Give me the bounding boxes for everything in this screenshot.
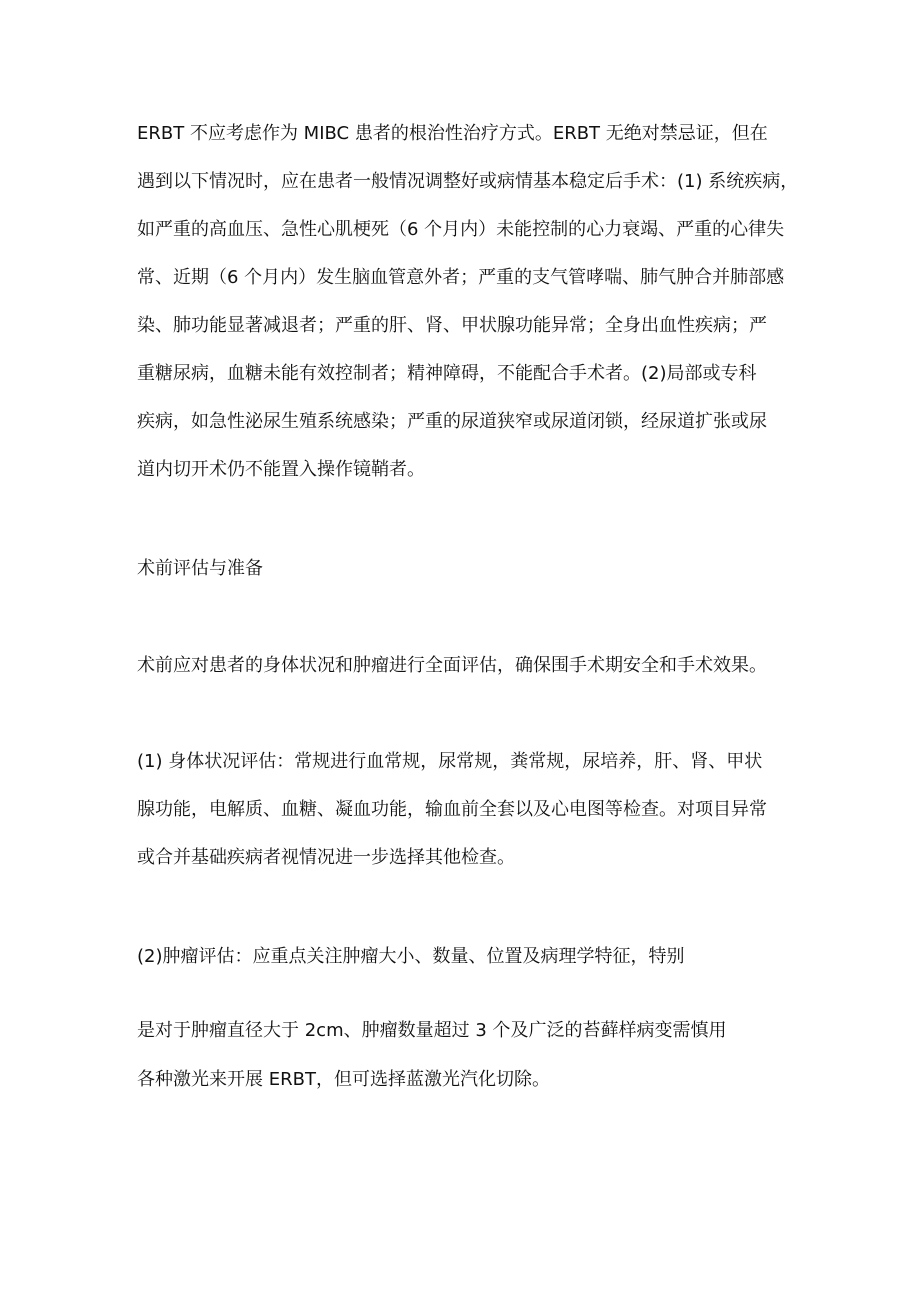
text-line: 疾病，如急性泌尿生殖系统感染；严重的尿道狭窄或尿道闭锁，经尿道扩张或尿 (137, 411, 767, 432)
text-line: 或合并基础疾病者视情况进一步选择其他检查。 (137, 847, 515, 868)
text-line: 如严重的高血压、急性心肌梗死（6 个月内）未能控制的心力衰竭、严重的心律失 (137, 219, 785, 240)
paragraph-overview: 术前应对患者的身体状况和肿瘤进行全面评估，确保围手术期安全和手术效果。 (137, 655, 767, 676)
paragraph-laser: 各种激光来开展 ERBT，但可选择蓝激光汽化切除。 (137, 1069, 550, 1090)
text-line: 常、近期（6 个月内）发生脑血管意外者；严重的支气管哮喘、肺气肿合并肺部感 (137, 267, 785, 288)
section-heading: 术前评估与准备 (137, 558, 263, 579)
text-line: 重糖尿病，血糖未能有效控制者；精神障碍，不能配合手术者。(2)局部或专科 (137, 363, 757, 384)
text-line: 道内切开术仍不能置入操作镜鞘者。 (137, 459, 425, 480)
text-line: (1) 身体状况评估：常规进行血常规，尿常规，粪常规，尿培养，肝、肾、甲状 (137, 751, 763, 772)
text-line: 腺功能，电解质、血糖、凝血功能，输血前全套以及心电图等检查。对项目异常 (137, 799, 767, 820)
paragraph-tumor-assessment: (2)肿瘤评估：应重点关注肿瘤大小、数量、位置及病理学特征，特别 (137, 946, 685, 967)
paragraph-tumor-continued: 是对于肿瘤直径大于 2cm、肿瘤数量超过 3 个及广泛的苔藓样病变需慎用 (137, 1020, 727, 1041)
text-line: ERBT 不应考虑作为 MIBC 患者的根治性治疗方式。ERBT 无绝对禁忌证，但在 (137, 123, 768, 144)
text-line: 染、肺功能显著减退者；严重的肝、肾、甲状腺功能异常；全身出血性疾病；严 (137, 315, 767, 336)
text-line: 遇到以下情况时，应在患者一般情况调整好或病情基本稳定后手术：(1) 系统疾病， (137, 171, 799, 192)
